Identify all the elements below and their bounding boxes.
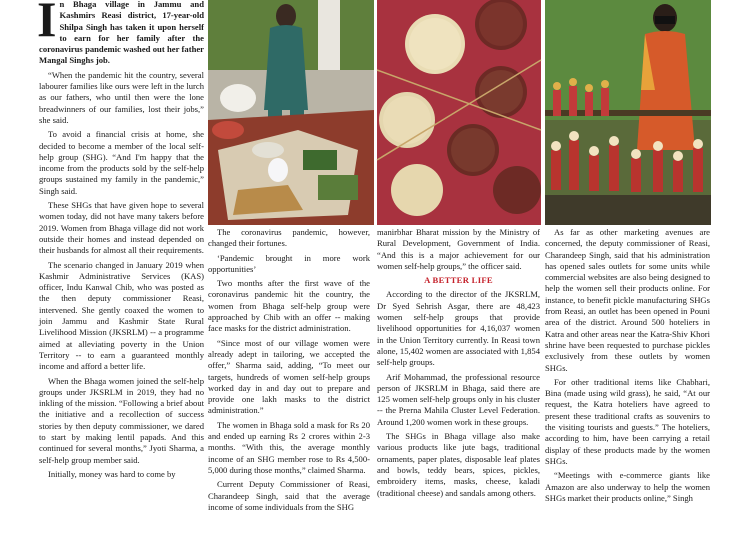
paragraph: ‘Pandemic brought in more work opportunities’ [208, 252, 370, 274]
article-column-3 [377, 227, 540, 539]
paragraph: The women in Bhaga sold a mask for Rs 20 and ended up earning Rs 2 crores within 2-3 months. “With this, the average monthly income of an SHG member rose to Rs 4,500-5,000 during those months,” claimed Sharma. [208, 419, 370, 475]
paragraph: Initially, money was hard to come by [48, 468, 176, 479]
intro-paragraph [39, 0, 204, 67]
paragraph: The SHGs in Bhaga village also make various products like jute bags, traditional ornaments, paper plates, disposable leaf plates and bowls, teddy bears, spices, pickles, embroidery items, masks, cheese, kaladi (traditional cheese) and sandals among others. [377, 431, 540, 498]
paragraph: To avoid a financial crisis at home, she decided to become a member of the local self-help group (SHG). “And I'm happy that the income from the products sold by the self-help groups sustained my family in the pandemic,” Singh said. [39, 129, 204, 196]
paragraph: “Meetings with e-commerce giants like Amazon are also underway to help the women SHGs market their products online,” Singh [545, 470, 710, 503]
paragraph: manirbhar Bharat mission by the Ministry of Rural Development, Government of India. “And this is a major achievement for our women self-help groups,” the officer said. [377, 227, 540, 271]
article-column-2 [208, 227, 370, 539]
photo-woman-with-dolls [545, 0, 711, 225]
drop-cap: I [37, 0, 57, 47]
paragraph: The scenario changed in January 2019 when Kashmir Administrative Services (KAS) officer, Indu Kanwal Chib, who was posted as the then deputy commissioner Reasi, intervened. She gently coaxed the women to join Jammu and Kashmir State Rural Livelihood Mission (JKSRLM) -- a programme aimed at alleviating poverty in the Union Territory -- to earn a guaranteed monthly income and afford a better life. [39, 259, 204, 372]
paragraph: These SHGs that have given hope to several women today, did not have many takers before 2019. Women from Bhaga village did not work outside their homes and instead depended on their husbands for almost all their requirements. [39, 200, 204, 256]
paragraph: According to the director of the JKSRLM, Dr Syed Sehrish Asgar, there are 48,423 women self-help groups that provide livelihood opportunities for 4,16,037 women in the Union Territory currently. In Reasi town alone, 15,402 women are associated with 1,854 self-help groups. [377, 289, 541, 368]
photo-woman-with-handicrafts [208, 0, 374, 225]
article-column-4 [545, 227, 710, 539]
paragraph: “Since most of our village women were already adept in tailoring, we accepted the offer,” Sharma said, adding, “To meet our targets, hundreds of women self-help groups worked day in and day out to prepare and provide one lakh masks to the district administration.” [208, 337, 370, 416]
paragraph: “When the pandemic hit the country, several labourer families like ours were left in the lurch as our fathers, who until then were the lone breadwinners of our families, lost their jobs,” she said. [39, 69, 204, 125]
intro-text: n Bhaga village in Jammu and Kashmirs Reasi district, 17-year-old Shilpa Singh has taken it upon herself to earn for her family after the coronavirus pandemic washed out her father Mangal Singhs job. [39, 0, 204, 66]
article-column-1 [39, 0, 204, 539]
paragraph: Two months after the first wave of the coronavirus pandemic hit the country, the women from Bhaga self-help group were approached by Chib with an offer -- making face masks for the district administration. [208, 278, 370, 334]
paragraph: When the Bhaga women joined the self-help groups under JKSRLM in 2019, they had no inkling of the mission. “Following a brief about the initiative and a recollection of success stories by then deputy commissioner, we dared to start by making lentil papads. And this continued for several months,” Jyoti Sharma, a self-help group member said. [39, 375, 204, 465]
photo-papads-and-plates [377, 0, 541, 225]
paragraph: For other traditional items like Chabhari, Bina (made using wild grass), he said, “At our request, the Katra hoteliers have agreed to present these traditional crafts as souvenirs to the visiting tourists and guests.” The hoteliers, according to him, have been carrying a retail display of these products made by the women SHGs. [545, 376, 710, 466]
paragraph: Current Deputy Commissioner of Reasi, Charandeep Singh, said that the average income of some individuals from the SHG [208, 479, 370, 512]
paragraph: Arif Mohammad, the professional resource person of JKSRLM in Bhaga, said there are 125 women self-help groups only in his cluster -- the Prerna Mahila Cluster Level Federation. Around 1,200 women work in these groups. [377, 371, 540, 427]
paragraph: The coronavirus pandemic, however, changed their fortunes. [208, 227, 370, 249]
paragraph: As far as other marketing avenues are concerned, the deputy commissioner of Reasi, Charandeep Singh, said that his administration has opened sales outlets for some units while commercial websites are also being designed to help the women sell their products online. For instance, to benefit pickle manufacturing SHGs from Reasi, an outlet has been opened in Pouni area of the district. Around 500 hoteliers in Katra and other areas near the Katra-Shiv Khori shrine have been requested to purchase pickles exclusively from these outlets by women SHGs. [545, 227, 710, 373]
section-heading: A BETTER LIFE [424, 275, 493, 286]
